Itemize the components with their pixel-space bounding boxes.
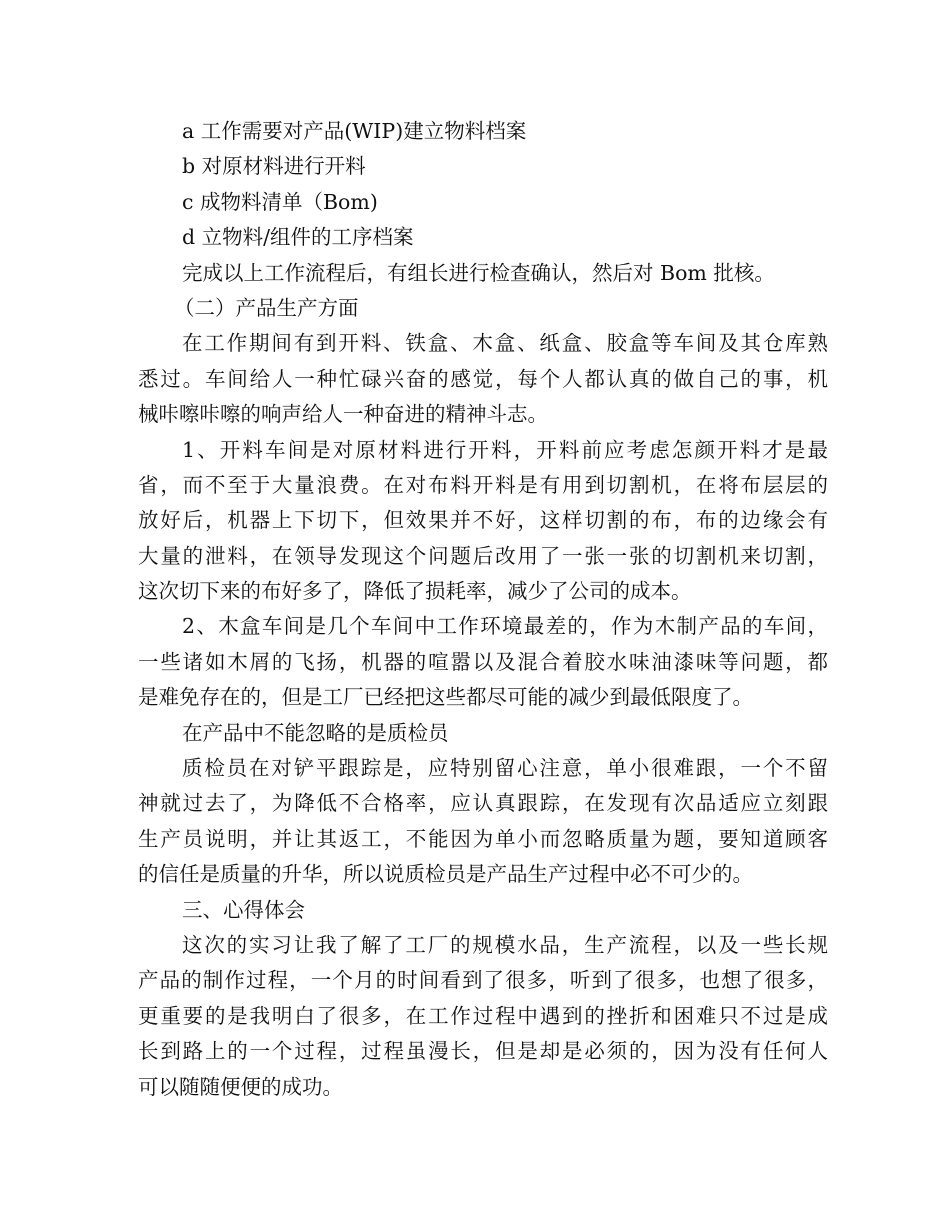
paragraph-quality-intro: 在产品中不能忽略的是质检员 bbox=[182, 720, 449, 745]
section-heading-production: （二）产品生产方面 bbox=[174, 295, 359, 320]
paragraph-workshops-line: 械咔嚓咔嚓的响声给人一种奋进的精神斗志。 bbox=[138, 402, 548, 427]
paragraph-cutting-line: 大量的泄料，在领导发现这个问题后改用了一张一张的切割机来切割， bbox=[138, 543, 828, 568]
paragraph-quality-line: 质检员在对铲平跟踪是，应特别留心注意，单小很难跟，一个不留 bbox=[182, 756, 828, 781]
list-item-d: d 立物料/组件的工序档案 bbox=[182, 225, 414, 250]
paragraph-woodbox-line: 一些诸如木屑的飞扬，机器的喧嚣以及混合着胶水味油漆味等问题，都 bbox=[138, 649, 828, 674]
section-heading-reflections: 三、心得体会 bbox=[182, 897, 305, 922]
list-item-b: b 对原材料进行开料 bbox=[182, 154, 366, 179]
paragraph-woodbox-line: 2、木盒车间是几个车间中工作环境最差的，作为木制产品的车间， bbox=[182, 614, 828, 639]
paragraph-woodbox-line: 是难免存在的，但是工厂已经把这些都尽可能的减少到最低限度了。 bbox=[138, 685, 753, 710]
paragraph-reflections-line: 这次的实习让我了解了工厂的规模水品，生产流程，以及一些长规 bbox=[182, 932, 828, 957]
paragraph-cutting-line: 省，而不至于大量浪费。在对布料开料是有用到切割机，在将布层层的 bbox=[138, 472, 828, 497]
paragraph-workshops-line: 在工作期间有到开料、铁盒、木盒、纸盒、胶盒等车间及其仓库熟 bbox=[182, 331, 828, 356]
paragraph-quality-line: 的信任是质量的升华，所以说质检员是产品生产过程中必不可少的。 bbox=[138, 862, 753, 887]
paragraph-cutting-line: 这次切下来的布好多了，降低了损耗率，减少了公司的成本。 bbox=[138, 579, 692, 604]
list-item-c: c 成物料清单（Bom) bbox=[182, 189, 378, 214]
paragraph-reflections-line: 产品的制作过程，一个月的时间看到了很多，听到了很多，也想了很多， bbox=[138, 968, 828, 993]
paragraph-workflow-summary: 完成以上工作流程后，有组长进行检查确认，然后对 Bom 批核。 bbox=[182, 260, 775, 285]
paragraph-quality-line: 神就过去了，为降低不合格率，应认真跟踪，在发现有次品适应立刻跟 bbox=[138, 791, 828, 816]
paragraph-reflections-line: 更重要的是我明白了很多，在工作过程中遇到的挫折和困难只不过是成 bbox=[138, 1003, 828, 1028]
paragraph-quality-line: 生产员说明，并让其返工，不能因为单小而忽略质量为题，要知道顾客 bbox=[138, 826, 828, 851]
paragraph-workshops-line: 悉过。车间给人一种忙碌兴奋的感觉，每个人都认真的做自己的事，机 bbox=[138, 366, 828, 391]
paragraph-reflections-line: 长到路上的一个过程，过程虽漫长，但是却是必须的，因为没有任何人 bbox=[138, 1039, 828, 1064]
document-body bbox=[138, 114, 828, 1105]
paragraph-cutting-line: 放好后，机器上下切下，但效果并不好，这样切割的布，布的边缘会有 bbox=[138, 508, 828, 533]
paragraph-cutting-line: 1、开料车间是对原材料进行开料，开料前应考虑怎颜开料才是最 bbox=[182, 437, 828, 462]
paragraph-reflections-line: 可以随随便便的成功。 bbox=[138, 1074, 343, 1099]
list-item-a: a 工作需要对产品(WIP)建立物料档案 bbox=[182, 119, 527, 143]
